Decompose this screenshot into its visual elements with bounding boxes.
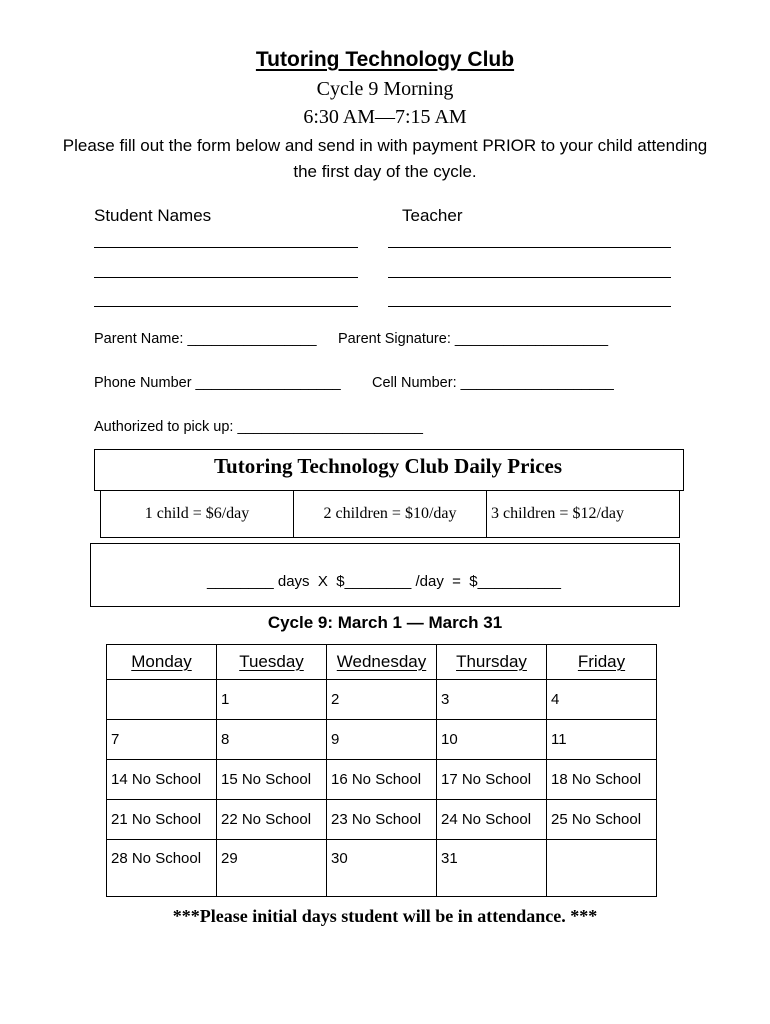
day-header-tuesday: Tuesday (217, 645, 327, 680)
price-two-children: 2 children = $10/day (293, 491, 486, 537)
day-header-thursday: Thursday (437, 645, 547, 680)
authorized-pickup-field[interactable]: Authorized to pick up: _______________________ (94, 419, 423, 435)
calendar-week-row (107, 680, 657, 720)
student-name-line-3[interactable] (94, 306, 358, 307)
calendar-day-cell[interactable]: 24 No School (437, 800, 547, 840)
calendar-day-cell[interactable]: 31 (437, 840, 547, 897)
cell-number-field[interactable]: Cell Number: ___________________ (372, 375, 614, 391)
calendar-week-row (107, 720, 657, 760)
calendar-day-cell[interactable]: 22 No School (217, 800, 327, 840)
day-header-wednesday: Wednesday (327, 645, 437, 680)
day-header-monday: Monday (107, 645, 217, 680)
calendar-day-cell[interactable]: 23 No School (327, 800, 437, 840)
cycle-subtitle: Cycle 9 Morning (316, 78, 454, 100)
parent-signature-field[interactable]: Parent Signature: ___________________ (338, 331, 609, 347)
cycle-time: 6:30 AM—7:15 AM (303, 106, 467, 128)
calendar-day-cell[interactable]: 7 (107, 720, 217, 760)
calendar-week-row (107, 760, 657, 800)
price-three-children: 3 children = $12/day (486, 491, 679, 537)
calendar-day-cell[interactable]: 1 (217, 680, 327, 720)
calendar-day-cell[interactable]: 8 (217, 720, 327, 760)
calendar-day-cell[interactable]: 9 (327, 720, 437, 760)
student-name-line-1[interactable] (94, 247, 358, 248)
instructions: Please fill out the form below and send in with payment PRIOR to your child attending the first day of the cycle. (62, 136, 708, 181)
calendar-day-cell[interactable]: 17 No School (437, 760, 547, 800)
calendar-day-cell[interactable]: 14 No School (107, 760, 217, 800)
page-title: Tutoring Technology Club (255, 48, 515, 71)
calendar-day-cell[interactable]: 10 (437, 720, 547, 760)
calendar-day-cell[interactable]: 30 (327, 840, 437, 897)
calendar-day-cell[interactable]: 25 No School (547, 800, 657, 840)
student-names-label: Student Names (94, 206, 212, 225)
calendar-header-row (107, 645, 657, 680)
phone-number-field[interactable]: Phone Number __________________ (94, 375, 341, 391)
calendar-week-row (107, 800, 657, 840)
price-one-child: 1 child = $6/day (144, 505, 250, 522)
payment-calculation[interactable]: ________ days X $________ /day = $__________ (206, 573, 562, 590)
calendar-day-cell[interactable]: 11 (547, 720, 657, 760)
calendar-day-cell[interactable]: 16 No School (327, 760, 437, 800)
attendance-calendar (106, 644, 657, 897)
calendar-day-cell[interactable]: 15 No School (217, 760, 327, 800)
teacher-line-3[interactable] (388, 306, 671, 307)
calendar-day-cell[interactable]: 3 (437, 680, 547, 720)
prices-title: Tutoring Technology Club Daily Prices (213, 454, 563, 478)
parent-name-field[interactable]: Parent Name: ________________ (94, 331, 317, 347)
teacher-line-2[interactable] (388, 277, 671, 278)
calendar-day-cell[interactable]: 18 No School (547, 760, 657, 800)
calendar-heading: Cycle 9: March 1 — March 31 (267, 613, 503, 632)
student-name-line-2[interactable] (94, 277, 358, 278)
calendar-day-cell[interactable]: 21 No School (107, 800, 217, 840)
calendar-day-cell[interactable]: 28 No School (107, 840, 217, 897)
attendance-note: ***Please initial days student will be in attendance. *** (172, 906, 598, 926)
calendar-week-row (107, 840, 657, 897)
calendar-day-cell[interactable]: 4 (547, 680, 657, 720)
prices-options (100, 490, 680, 538)
calendar-day-cell[interactable]: 2 (327, 680, 437, 720)
calendar-day-cell[interactable] (547, 840, 657, 897)
day-header-friday: Friday (547, 645, 657, 680)
teacher-line-1[interactable] (388, 247, 671, 248)
calendar-day-cell[interactable]: 29 (217, 840, 327, 897)
calendar-day-cell[interactable] (107, 680, 217, 720)
teacher-label: Teacher (402, 206, 463, 225)
